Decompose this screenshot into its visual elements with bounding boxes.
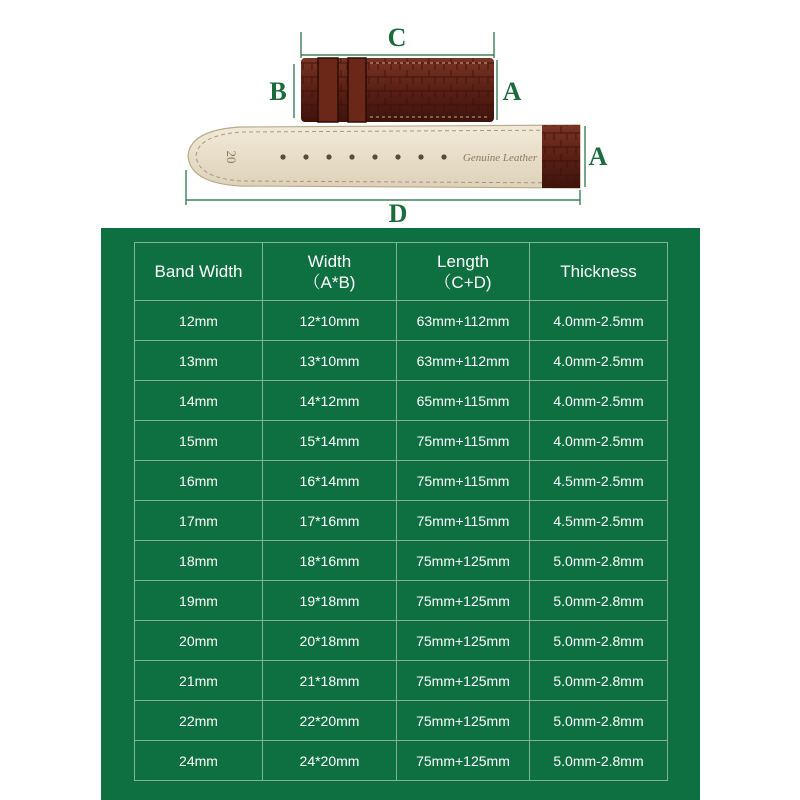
width-cell: 20*18mm — [263, 621, 397, 661]
length-cell: 63mm+112mm — [397, 341, 530, 381]
table-row — [135, 541, 668, 581]
table-row — [135, 701, 668, 741]
upper-strap-image — [301, 58, 494, 122]
dimension-label-a-upper: A — [502, 77, 522, 106]
length-cell: 75mm+115mm — [397, 421, 530, 461]
lower-strap-image — [188, 125, 580, 188]
width-cell: 13*10mm — [263, 341, 397, 381]
table-row — [135, 581, 668, 621]
band-width-cell: 19mm — [135, 581, 263, 621]
dimension-label-b: B — [269, 77, 287, 106]
width-cell: 12*10mm — [263, 301, 397, 341]
width-cell: 22*20mm — [263, 701, 397, 741]
table-row — [135, 621, 668, 661]
dimension-label-a-lower: A — [588, 142, 608, 171]
thickness-cell: 5.0mm-2.8mm — [530, 621, 668, 661]
band-width-cell: 20mm — [135, 621, 263, 661]
size-chart-panel — [101, 228, 700, 800]
width-cell: 17*16mm — [263, 501, 397, 541]
thickness-cell: 5.0mm-2.8mm — [530, 741, 668, 781]
thickness-cell: 5.0mm-2.8mm — [530, 581, 668, 621]
size-chart-body — [135, 301, 668, 781]
band-width-cell: 24mm — [135, 741, 263, 781]
band-width-cell: 14mm — [135, 381, 263, 421]
thickness-cell: 5.0mm-2.8mm — [530, 661, 668, 701]
table-row — [135, 341, 668, 381]
length-cell: 75mm+125mm — [397, 701, 530, 741]
table-row — [135, 381, 668, 421]
length-cell: 65mm+115mm — [397, 381, 530, 421]
thickness-cell: 4.0mm-2.5mm — [530, 301, 668, 341]
header-band-width: Band Width — [135, 243, 263, 301]
strap-dimension-diagram — [0, 0, 800, 230]
thickness-cell: 5.0mm-2.8mm — [530, 541, 668, 581]
length-cell: 75mm+125mm — [397, 741, 530, 781]
band-width-cell: 12mm — [135, 301, 263, 341]
thickness-cell: 4.0mm-2.5mm — [530, 381, 668, 421]
table-row — [135, 501, 668, 541]
size-chart-table — [134, 242, 668, 781]
width-cell: 14*12mm — [263, 381, 397, 421]
dimension-label-c: C — [387, 23, 407, 52]
length-cell: 63mm+112mm — [397, 301, 530, 341]
thickness-cell: 4.0mm-2.5mm — [530, 421, 668, 461]
length-cell: 75mm+125mm — [397, 621, 530, 661]
table-row — [135, 741, 668, 781]
header-width: Width （A*B) — [263, 243, 397, 301]
band-width-cell: 15mm — [135, 421, 263, 461]
band-width-cell: 21mm — [135, 661, 263, 701]
header-row — [135, 243, 668, 301]
width-cell: 24*20mm — [263, 741, 397, 781]
width-cell: 19*18mm — [263, 581, 397, 621]
thickness-cell: 4.5mm-2.5mm — [530, 501, 668, 541]
band-width-cell: 13mm — [135, 341, 263, 381]
header-length: Length （C+D) — [397, 243, 530, 301]
band-width-cell: 22mm — [135, 701, 263, 741]
thickness-cell: 5.0mm-2.8mm — [530, 701, 668, 741]
width-cell: 15*14mm — [263, 421, 397, 461]
width-cell: 18*16mm — [263, 541, 397, 581]
table-row — [135, 461, 668, 501]
band-width-cell: 17mm — [135, 501, 263, 541]
length-cell: 75mm+125mm — [397, 541, 530, 581]
width-cell: 21*18mm — [263, 661, 397, 701]
thickness-cell: 4.5mm-2.5mm — [530, 461, 668, 501]
size-chart-header — [135, 243, 668, 301]
length-cell: 75mm+125mm — [397, 661, 530, 701]
strap-size-imprint: 20 — [224, 150, 240, 164]
length-cell: 75mm+125mm — [397, 581, 530, 621]
length-cell: 75mm+115mm — [397, 501, 530, 541]
band-width-cell: 16mm — [135, 461, 263, 501]
band-width-cell: 18mm — [135, 541, 263, 581]
table-row — [135, 301, 668, 341]
table-row — [135, 421, 668, 461]
length-cell: 75mm+115mm — [397, 461, 530, 501]
thickness-cell: 4.0mm-2.5mm — [530, 341, 668, 381]
dimension-label-d: D — [388, 199, 408, 228]
strap-brand-imprint: Genuine Leather — [462, 152, 538, 164]
header-thickness: Thickness — [530, 243, 668, 301]
table-row — [135, 661, 668, 701]
width-cell: 16*14mm — [263, 461, 397, 501]
